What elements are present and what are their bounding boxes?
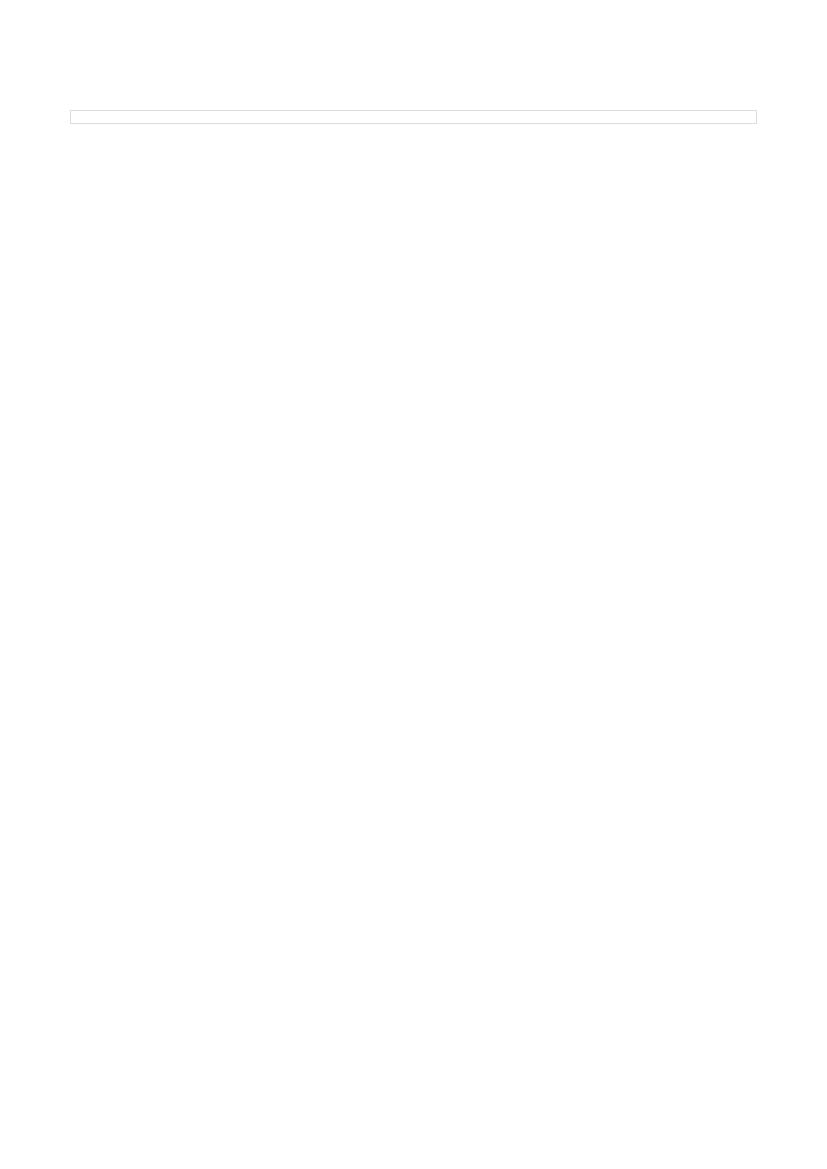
section-header-cell — [71, 111, 757, 124]
parameter-table — [70, 110, 757, 124]
section-header-row — [71, 111, 757, 124]
